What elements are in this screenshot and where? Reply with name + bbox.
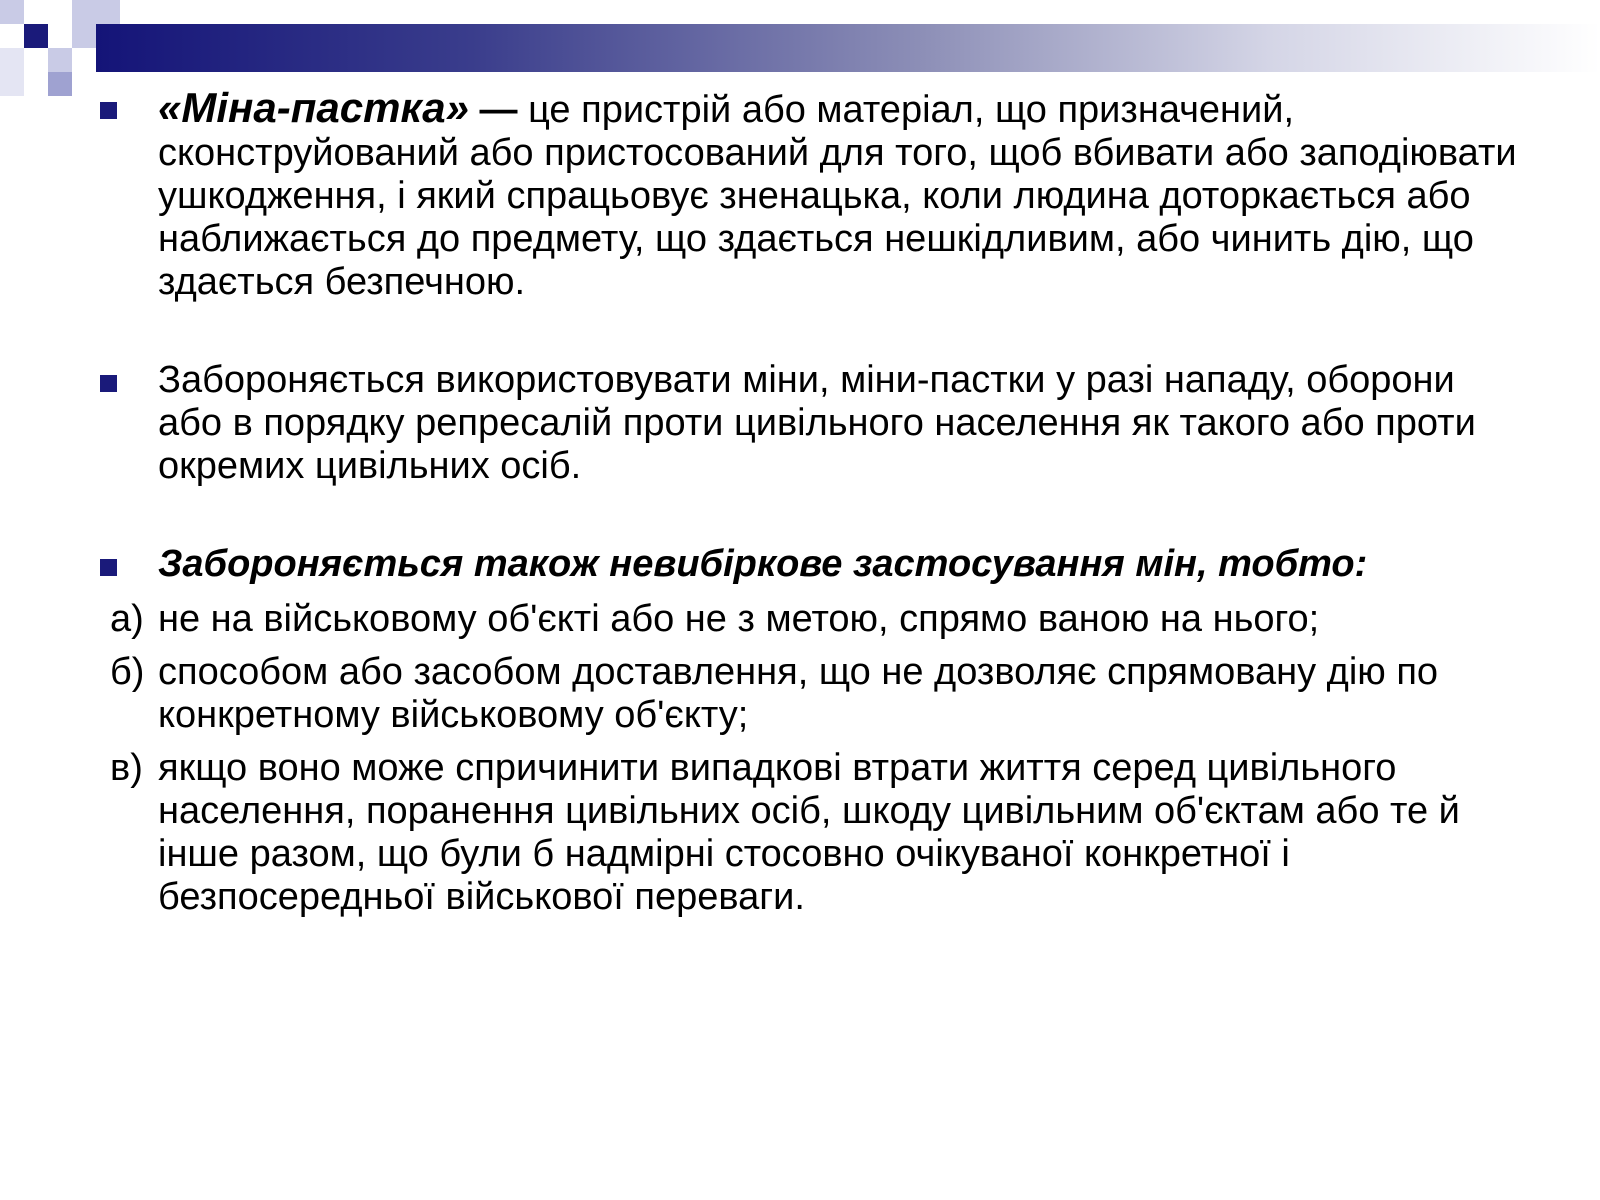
decorative-square xyxy=(48,72,72,96)
prohibition-text: Забороняється використовувати міни, міни-пастки у разі нападу, оборони або в порядку репресалій проти цивільного населення як такого або проти окремих цивільних осіб. xyxy=(158,359,1476,487)
slide-content xyxy=(100,86,1520,919)
decorative-square xyxy=(0,0,24,24)
sub-item-a xyxy=(100,598,1520,641)
sub-item-text: не на військовому об'єкті або не з метою, спрямо ваною на нього; xyxy=(158,598,1320,640)
decorative-square xyxy=(24,24,48,48)
bullet-item-prohibition xyxy=(100,359,1520,488)
decorative-square xyxy=(48,48,72,72)
decorative-square xyxy=(72,0,120,24)
definition-text: це пристрій або матеріал, що призначений, сконструйований або пристосований для того, щоб вбивати або заподіювати ушкодження, і який спрацьовує зненацька, коли людина доторкається або наближається до предмету, що здається нешкідливим, або чинить дію, що здається безпечною. xyxy=(158,89,1517,303)
square-bullet-icon xyxy=(100,375,117,392)
sub-item-text: способом або засобом доставлення, що не дозволяє спрямовану дію по конкретному військовому об'єкту; xyxy=(158,651,1439,736)
sub-item-text: якщо воно може спричинити випадкові втрати життя серед цивільного населення, поранення цивільних осіб, шкоду цивільним об'єктам або те й інше разом, що були б надмірні стосовно очікуваної конкретної і безпосередньої військової переваги. xyxy=(158,747,1460,918)
decorative-square xyxy=(0,48,24,96)
bullet-item-indiscriminate xyxy=(100,543,1520,586)
sub-item-b xyxy=(100,651,1520,737)
sub-item-label: б) xyxy=(110,651,145,693)
sub-item-label: а) xyxy=(110,598,144,640)
sub-item-label: в) xyxy=(110,747,143,789)
indiscriminate-heading: Забороняється також невибіркове застосування мін, тобто: xyxy=(158,543,1368,585)
square-bullet-icon xyxy=(100,102,117,119)
em-dash: — xyxy=(479,89,518,131)
sub-item-c xyxy=(100,747,1520,919)
bullet-item-definition xyxy=(100,86,1520,304)
title-gradient-bar xyxy=(96,24,1600,72)
square-bullet-icon xyxy=(100,559,117,576)
term-mine-trap: «Міна-пастка» xyxy=(158,84,469,131)
